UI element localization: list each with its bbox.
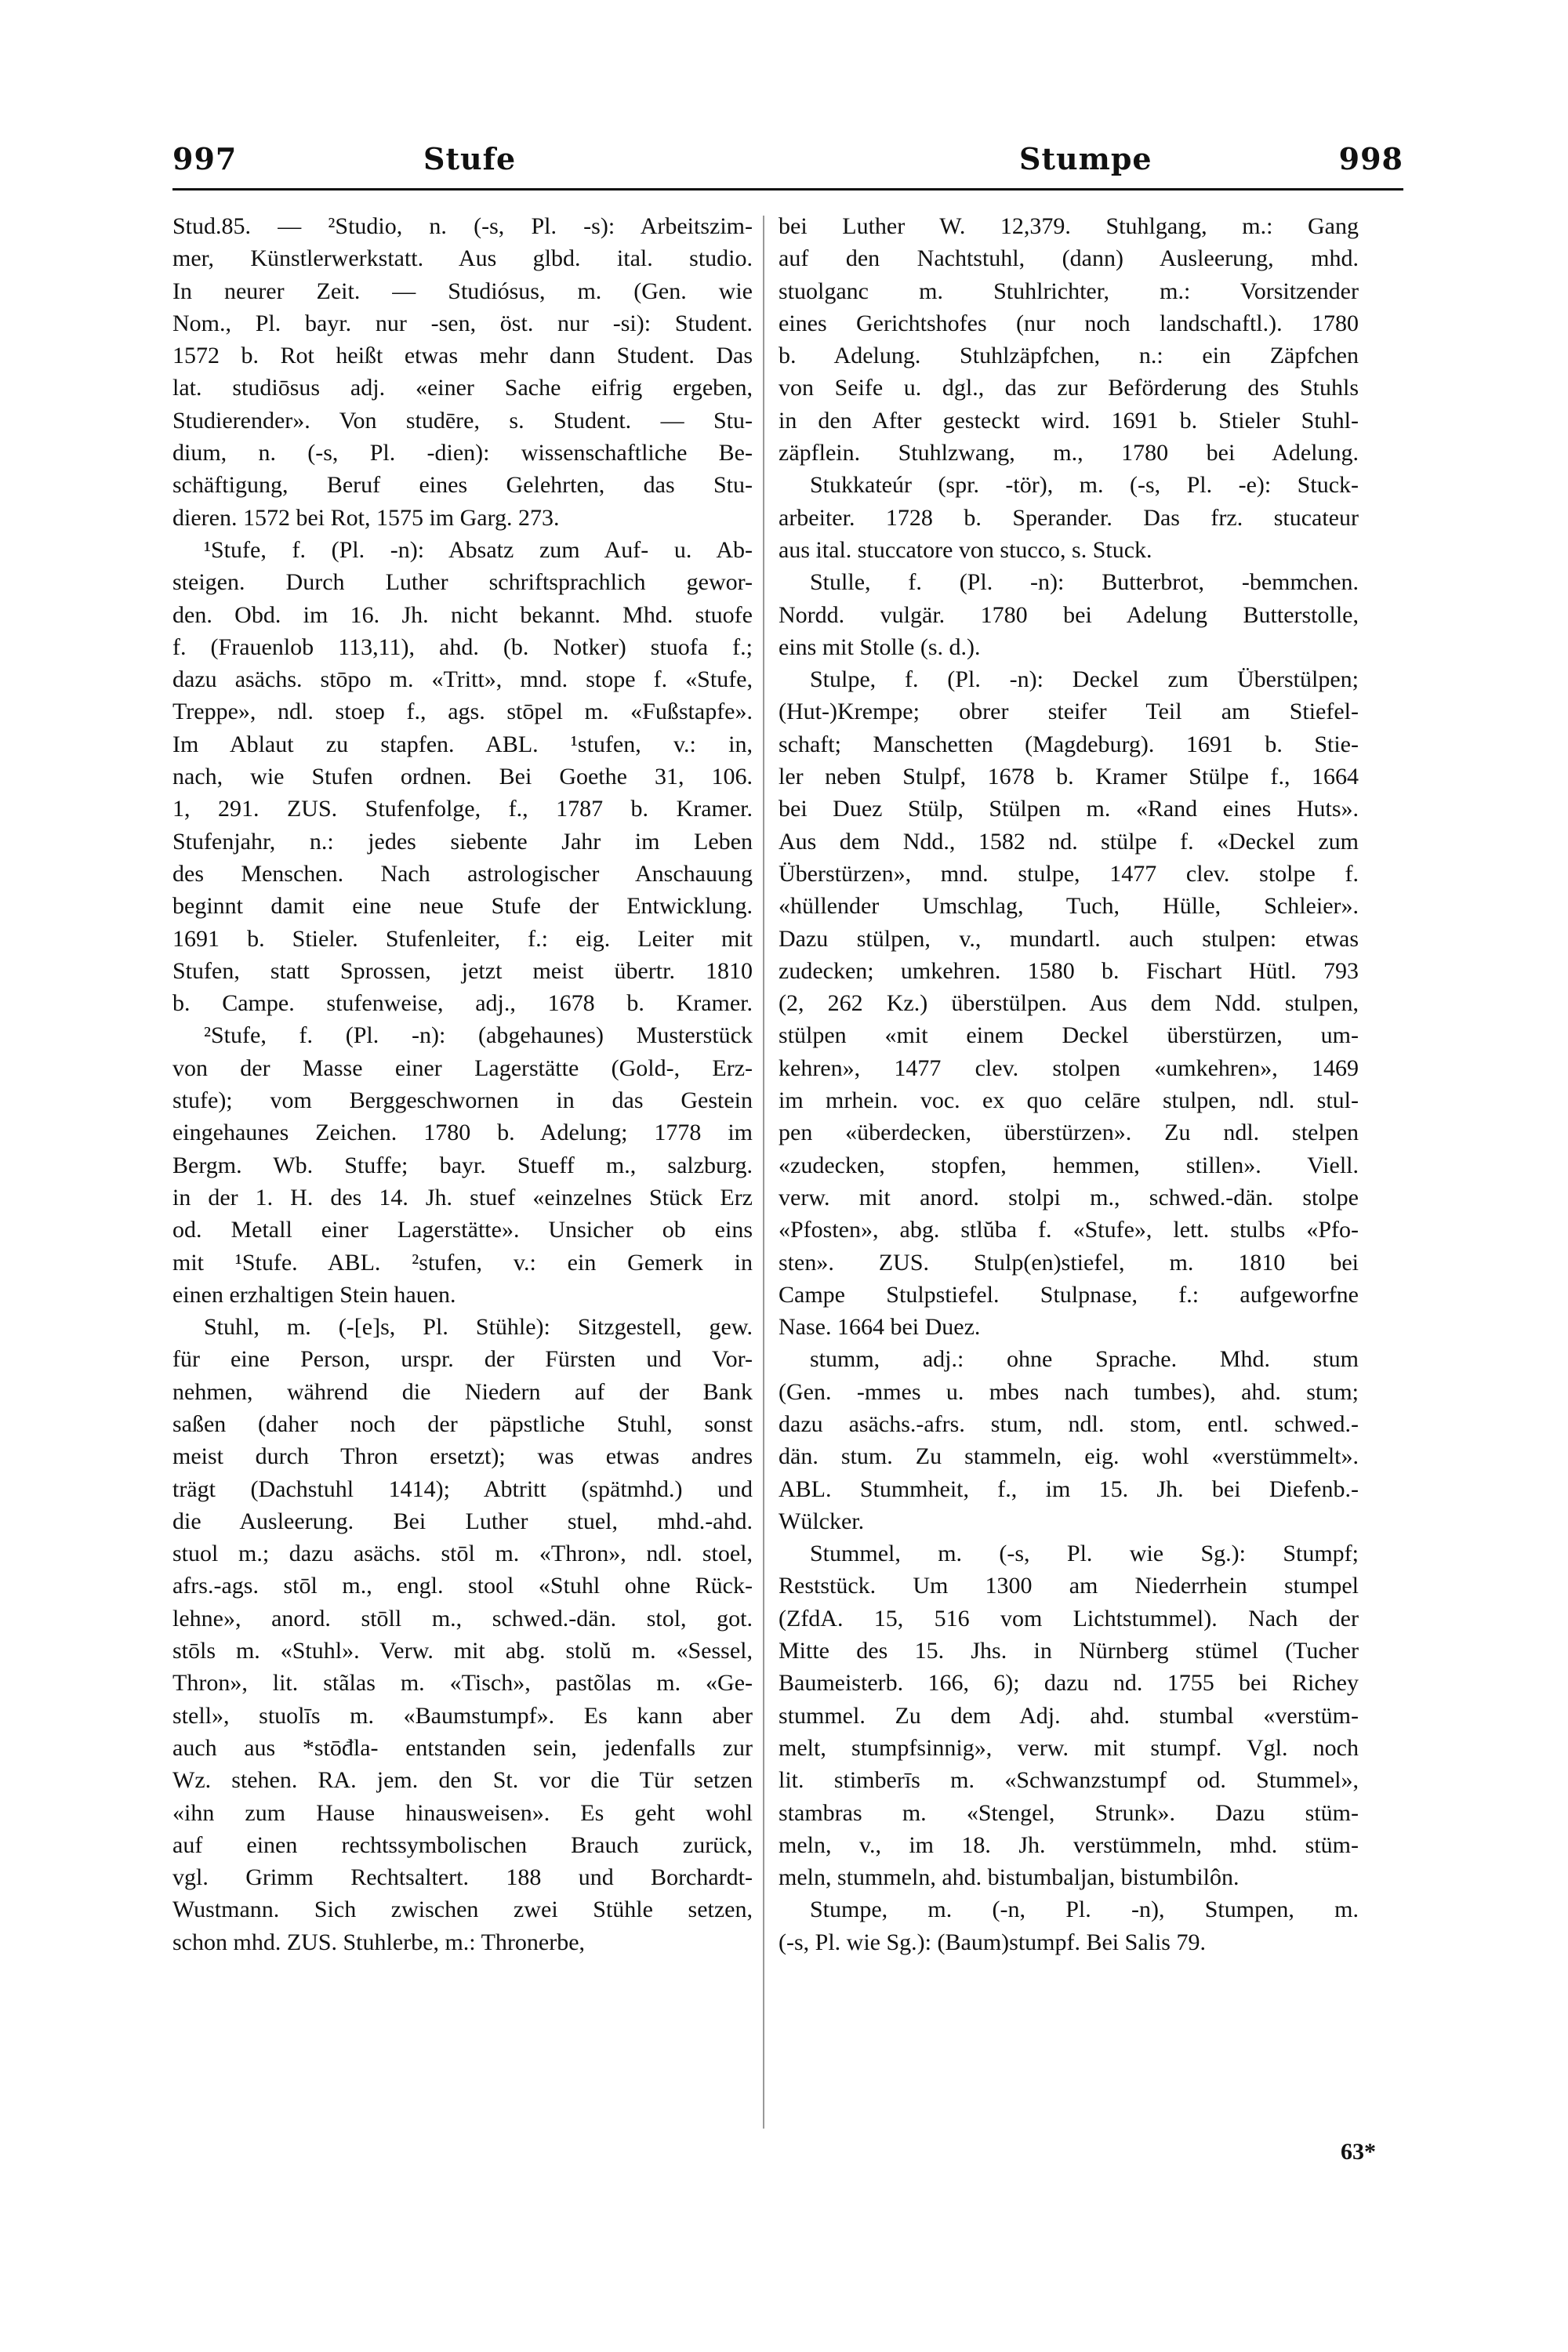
text-line: mit ¹Stufe. ABL. ²stufen, v.: ein Gemerk in — [172, 1249, 753, 1276]
running-header — [172, 141, 1403, 188]
text-line: trägt (Dachstuhl 1414); Abtritt (spätmhd.) und — [172, 1475, 753, 1502]
text-line: «Pfosten», abg. stlŭba f. «Stufe», lett. stulbs «Pfo- — [779, 1217, 1359, 1243]
text-line: stuol m.; dazu asächs. stōl m. «Thron», ndl. stoel, — [172, 1541, 753, 1567]
text-line: meln, stummeln, ahd. bistumbaljan, bistumbilôn. — [779, 1864, 1240, 1891]
text-line: Wustmann. Sich zwischen zwei Stühle setzen, — [172, 1896, 753, 1923]
text-line: «zudecken, stopfen, hemmen, stillen». Viell. — [779, 1152, 1359, 1178]
text-line: Studierender». Von studēre, s. Student. — Stu- — [172, 407, 753, 434]
text-line: sten». ZUS. Stulp(en)stiefel, m. 1810 bei — [779, 1249, 1359, 1276]
right-keyword: Stumpe — [1019, 141, 1152, 176]
text-line: dazu asächs.-afrs. stum, ndl. stom, entl. schwed.- — [779, 1410, 1359, 1437]
right-page-number: 998 — [1338, 141, 1403, 176]
text-line: bei Duez Stülp, Stülpen m. «Rand eines Huts». — [779, 796, 1359, 822]
text-line: für eine Person, urspr. der Fürsten und Vor- — [172, 1346, 753, 1373]
text-line: Campe Stulpstiefel. Stulpnase, f.: aufgeworfne — [779, 1281, 1359, 1308]
left-page-number: 997 — [172, 141, 238, 176]
text-line: Wülcker. — [779, 1508, 865, 1534]
text-line: Im Ablaut zu stapfen. ABL. ¹stufen, v.: in, — [172, 731, 753, 757]
text-line: (ZfdA. 15, 516 vom Lichtstummel). Nach der — [779, 1605, 1359, 1632]
text-line: Nordd. vulgär. 1780 bei Adelung Butterstolle, — [779, 601, 1359, 628]
text-line: ler neben Stulpf, 1678 b. Kramer Stülpe f., 1664 — [779, 764, 1359, 790]
text-line: 1, 291. ZUS. Stufenfolge, f., 1787 b. Kramer. — [172, 796, 753, 822]
text-line: Mitte des 15. Jhs. in Nürnberg stümel (Tucher — [779, 1638, 1359, 1664]
text-line: stambras m. «Stengel, Strunk». Dazu stüm- — [779, 1799, 1359, 1826]
text-line: eines Gerichtshofes (nur noch landschaftl.). 1780 — [779, 310, 1359, 336]
text-line: bei Luther W. 12,379. Stuhlgang, m.: Gang — [779, 213, 1359, 239]
text-line: dium, n. (-s, Pl. -dien): wissenschaftliche Be- — [172, 440, 753, 466]
text-line: eingehaunes Zeichen. 1780 b. Adelung; 1778 im — [172, 1120, 753, 1146]
text-line: meist durch Thron ersetzt); was etwas andres — [172, 1443, 753, 1470]
text-line: (Hut-)Krempe; obrer steifer Teil am Stiefel- — [779, 699, 1359, 725]
text-line: (Gen. -mmes u. mbes nach tumbes), ahd. stum; — [779, 1378, 1359, 1405]
text-line: afrs.-ags. stōl m., engl. stool «Stuhl ohne Rück- — [172, 1573, 753, 1599]
text-line: vgl. Grimm Rechtsaltert. 188 und Borchardt- — [172, 1864, 753, 1891]
text-line: nach, wie Stufen ordnen. Bei Goethe 31, 106. — [172, 764, 753, 790]
text-line: ABL. Stummheit, f., im 15. Jh. bei Diefenb.- — [779, 1475, 1359, 1502]
text-line: Baumeisterb. 166, 6); dazu nd. 1755 bei Richey — [779, 1670, 1359, 1697]
text-line: den. Obd. im 16. Jh. nicht bekannt. Mhd. stuofe — [172, 601, 753, 628]
text-line: die Ausleerung. Bei Luther stuel, mhd.-ahd. — [172, 1508, 753, 1534]
text-line: in der 1. H. des 14. Jh. stuef «einzelnes Stück Erz — [172, 1184, 753, 1210]
text-line: Stufen, statt Sprossen, jetzt meist übertr. 1810 — [172, 957, 753, 984]
text-line: dän. stum. Zu stammeln, eig. wohl «verstümmelt». — [779, 1443, 1359, 1470]
text-line: Wz. stehen. RA. jem. den St. vor die Tür setzen — [172, 1767, 753, 1794]
text-line: saßen (daher noch der päpstliche Stuhl, sonst — [172, 1410, 753, 1437]
text-line: Stulle, f. (Pl. -n): Butterbrot, -bemmchen. — [810, 569, 1359, 596]
text-line: stuolganc m. Stuhlrichter, m.: Vorsitzender — [779, 278, 1359, 304]
text-line: dieren. 1572 bei Rot, 1575 im Garg. 273. — [172, 504, 560, 531]
text-line: im mrhein. voc. ex quo celāre stulpen, ndl. stul- — [779, 1087, 1359, 1114]
text-line: des Menschen. Nach astrologischer Anschauung — [172, 860, 753, 887]
text-line: lit. stimberīs m. «Schwanzstumpf od. Stummel», — [779, 1767, 1359, 1794]
text-line: Stukkateúr (spr. -tör), m. (-s, Pl. -e): Stuck- — [810, 472, 1359, 499]
text-line: Stufenjahr, n.: jedes siebente Jahr im Leben — [172, 828, 753, 855]
text-line: eins mit Stolle (s. d.). — [779, 633, 981, 660]
text-line: zudecken; umkehren. 1580 b. Fischart Hütl. 793 — [779, 957, 1359, 984]
text-line: Stud.85. — ²Studio, n. (-s, Pl. -s): Arbeitszim- — [172, 213, 753, 239]
text-line: (-s, Pl. wie Sg.): (Baum)stumpf. Bei Salis 79. — [779, 1929, 1206, 1955]
text-line: einen erzhaltigen Stein hauen. — [172, 1281, 456, 1308]
right-column — [779, 210, 1359, 1958]
text-line: verw. mit anord. stolpi m., schwed.-dän. stolpe — [779, 1184, 1359, 1210]
text-line: auf einen rechtssymbolischen Brauch zurück, — [172, 1831, 753, 1858]
text-line: stell», stuolīs m. «Baumstumpf». Es kann aber — [172, 1702, 753, 1729]
left-column — [172, 210, 753, 1958]
text-line: Aus dem Ndd., 1582 nd. stülpe f. «Deckel zum — [779, 828, 1359, 855]
text-line: lat. studiōsus adj. «einer Sache eifrig ergeben, — [172, 375, 753, 401]
text-line: (2, 262 Kz.) überstülpen. Aus dem Ndd. stulpen, — [779, 990, 1359, 1017]
text-line: Stumpe, m. (-n, Pl. -n), Stumpen, m. — [810, 1896, 1359, 1923]
text-line: schaft; Manschetten (Magdeburg). 1691 b. Stie- — [779, 731, 1359, 757]
text-line: von der Masse einer Lagerstätte (Gold-, Erz- — [172, 1054, 753, 1081]
signature-mark: 63* — [1341, 2139, 1376, 2165]
text-line: kehren», 1477 clev. stolpen «umkehren», 1469 — [779, 1054, 1359, 1081]
text-line: Nom., Pl. bayr. nur -sen, öst. nur -si): Student. — [172, 310, 753, 336]
text-line: melt, stumpfsinnig», verw. mit stumpf. Vgl. noch — [779, 1734, 1359, 1761]
text-line: dazu asächs. stōpo m. «Tritt», mnd. stope f. «Stufe, — [172, 666, 753, 693]
text-line: Dazu stülpen, v., mundartl. auch stulpen: etwas — [779, 925, 1359, 952]
text-line: f. (Frauenlob 113,11), ahd. (b. Notker) stuofa f.; — [172, 633, 753, 660]
text-line: Nase. 1664 bei Duez. — [779, 1314, 981, 1341]
text-line: Treppe», ndl. stoep f., ags. stōpel m. «Fußstapfe». — [172, 699, 753, 725]
text-line: mer, Künstlerwerkstatt. Aus glbd. ital. studio. — [172, 245, 753, 272]
text-line: lehne», anord. stōll m., schwed.-dän. stol, got. — [172, 1605, 753, 1632]
text-line: Bergm. Wb. Stuffe; bayr. Stueff m., salzburg. — [172, 1152, 753, 1178]
text-line: arbeiter. 1728 b. Sperander. Das frz. stucateur — [779, 504, 1359, 531]
text-line: Stulpe, f. (Pl. -n): Deckel zum Überstülpen; — [810, 666, 1359, 693]
text-line: schon mhd. ZUS. Stuhlerbe, m.: Thronerbe, — [172, 1929, 586, 1955]
text-line: stumm, adj.: ohne Sprache. Mhd. stum — [810, 1346, 1359, 1373]
text-line: auf den Nachtstuhl, (dann) Ausleerung, mhd. — [779, 245, 1359, 272]
text-line: b. Campe. stufenweise, adj., 1678 b. Kramer. — [172, 990, 753, 1017]
text-line: von Seife u. dgl., das zur Beförderung des Stuhls — [779, 375, 1359, 401]
text-line: beginnt damit eine neue Stufe der Entwicklung. — [172, 893, 753, 920]
text-line: 1691 b. Stieler. Stufenleiter, f.: eig. Leiter mit — [172, 925, 753, 952]
text-line: od. Metall einer Lagerstätte». Unsicher ob eins — [172, 1217, 753, 1243]
text-line: Thron», lit. stãlas m. «Tisch», pastõlas m. «Ge- — [172, 1670, 753, 1697]
text-line: pen «überdecken, überstürzen». Zu ndl. stelpen — [779, 1120, 1359, 1146]
text-line: steigen. Durch Luther schriftsprachlich gewor- — [172, 569, 753, 596]
text-line: aus ital. stuccatore von stucco, s. Stuck. — [779, 536, 1152, 563]
left-keyword: Stufe — [423, 141, 517, 176]
text-line: In neurer Zeit. — Studiósus, m. (Gen. wie — [172, 278, 753, 304]
text-line: Stuhl, m. (-[e]s, Pl. Stühle): Sitzgestell, gew. — [204, 1314, 753, 1341]
text-line: stufe); vom Berggeschwornen in das Gestein — [172, 1087, 753, 1114]
text-line: b. Adelung. Stuhlzäpfchen, n.: ein Zäpfchen — [779, 343, 1359, 369]
text-line: «hüllender Umschlag, Tuch, Hülle, Schleier». — [779, 893, 1359, 920]
text-line: ¹Stufe, f. (Pl. -n): Absatz zum Auf- u. Ab- — [204, 536, 753, 563]
text-line: ²Stufe, f. (Pl. -n): (abgehaunes) Musterstück — [204, 1022, 753, 1049]
text-line: zäpflein. Stuhlzwang, m., 1780 bei Adelung. — [779, 440, 1359, 466]
header-rule — [172, 188, 1403, 191]
text-line: stummel. Zu dem Adj. ahd. stumbal «verstüm- — [779, 1702, 1359, 1729]
text-line: Überstürzen», mnd. stulpe, 1477 clev. stolpe f. — [779, 860, 1359, 887]
column-divider — [763, 216, 764, 2129]
text-line: stōls m. «Stuhl». Verw. mit abg. stolŭ m. «Sessel, — [172, 1638, 753, 1664]
text-line: schäftigung, Beruf eines Gelehrten, das Stu- — [172, 472, 753, 499]
text-line: 1572 b. Rot heißt etwas mehr dann Student. Das — [172, 343, 753, 369]
text-line: stülpen «mit einem Deckel überstürzen, um- — [779, 1022, 1359, 1049]
text-line: in den After gesteckt wird. 1691 b. Stieler Stuhl- — [779, 407, 1359, 434]
text-line: meln, v., im 18. Jh. verstümmeln, mhd. stüm- — [779, 1831, 1359, 1858]
text-line: Stummel, m. (-s, Pl. wie Sg.): Stumpf; — [810, 1541, 1359, 1567]
text-line: Reststück. Um 1300 am Niederrhein stumpel — [779, 1573, 1359, 1599]
text-line: «ihn zum Hause hinausweisen». Es geht wohl — [172, 1799, 753, 1826]
text-line: auch aus *stōđla- entstanden sein, jedenfalls zur — [172, 1734, 753, 1761]
text-line: nehmen, während die Niedern auf der Bank — [172, 1378, 753, 1405]
